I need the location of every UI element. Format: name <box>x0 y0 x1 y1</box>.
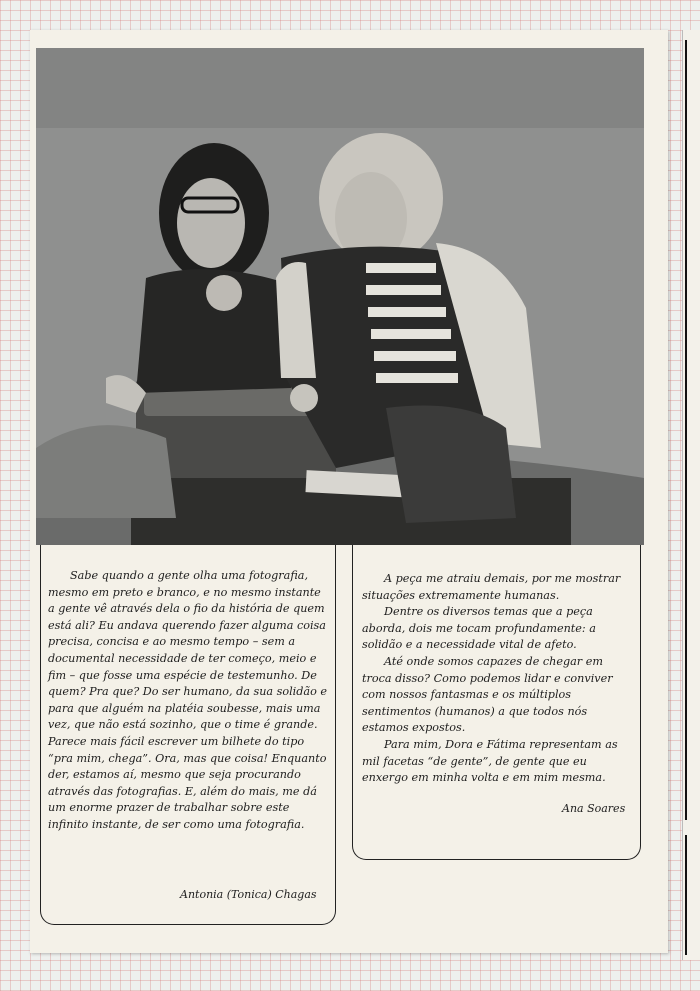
program-page <box>30 30 668 953</box>
right-paragraph: Para mim, Dora e Fátima representam as mil facetas “de gente”, de gente que eu enxergo em minha volta e em mim mesma. <box>362 737 618 785</box>
right-paragraph: Dentre os diversos temas que a peça aborda, dois me tocam profundamente: a solidão e a necessidade vital de afeto. <box>362 605 596 652</box>
left-paragraph: Sabe quando a gente olha uma fotografia, mesmo em preto e branco, e no mesmo instante a gente vê através dela o fio da história de quem está ali? Eu andava querendo fazer alguma coisa precisa, concisa e ao mesmo tempo – sem a documental necessidade de ter começo, meio e fim – que fosse uma espécie de testemunho. De quem? Pra que? Do ser humano, da sua solidão e para que alguém na platéia soubesse, mais uma vez, que não está sozinho, que o time é grande. Parece mais fácil escrever um bilhete do tipo “pra mim, chega”. Ora, mas que coisa! Enquanto der, estamos aí, mesmo que seja procurando através das fotografias. E, além do mais, me dá um enorme prazer de trabalhar sobre este infinito instante, de ser como uma fotografia. <box>48 569 327 831</box>
edge-rule <box>685 40 687 820</box>
left-author-signature: Antonia (Tonica) Chagas <box>180 888 317 901</box>
right-paragraph: Até onde somos capazes de chegar em troca disso? Como podemos lidar e conviver com nossos fantasmas e os múltiplos sentimentos (humanos) a que todos nós estamos expostos. <box>362 654 613 735</box>
right-paragraph: A peça me atraiu demais, por me mostrar situações extremamente humanas. <box>362 572 621 602</box>
right-column-text <box>362 571 634 787</box>
left-column-text <box>48 568 330 834</box>
stage-photograph <box>36 48 644 545</box>
right-author-signature: Ana Soares <box>562 802 626 815</box>
edge-rule <box>685 835 687 955</box>
